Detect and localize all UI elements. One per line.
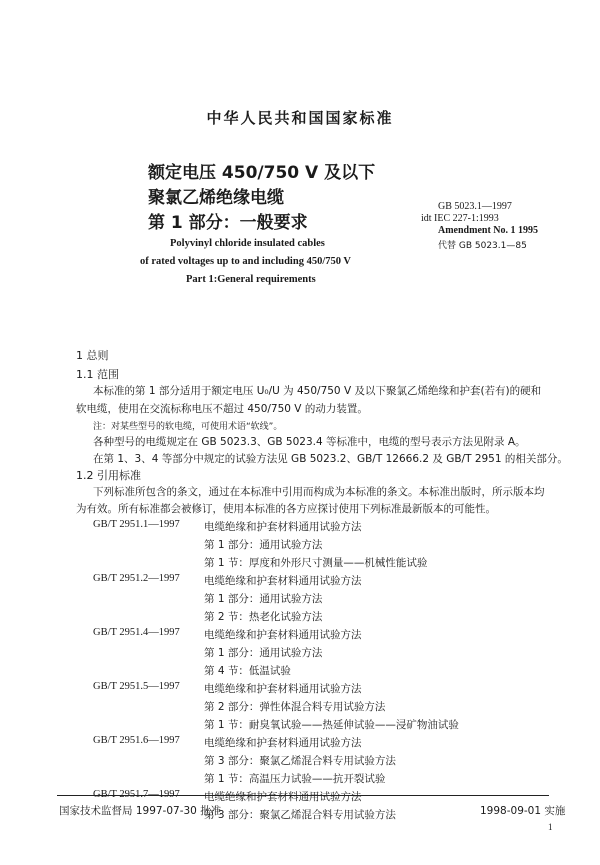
english-title-line-3: Part 1:General requirements [186, 274, 316, 285]
english-title-line-1: Polyvinyl chloride insulated cables [170, 238, 325, 249]
reference-code: GB/T 2951.1—1997 [93, 519, 180, 530]
cable-types-paragraph: 各种型号的电缆规定在 GB 5023.3、GB 5023.4 等标准中，电缆的型号表示方法见附录 A。 [93, 436, 526, 448]
chinese-title-line-1: 额定电压 450/750 V 及以下 [148, 163, 376, 183]
reference-code: GB/T 2951.6—1997 [93, 735, 180, 746]
section-heading-general: 1 总则 [76, 349, 109, 362]
chinese-title-line-3: 第 1 部分：一般要求 [148, 213, 308, 233]
reference-text: 第 1 部分：通用试验方法 [204, 539, 323, 551]
iec-equivalence: idt IEC 227-1:1993 [421, 213, 499, 224]
reference-text: 电缆绝缘和护套材料通用试验方法 [204, 575, 362, 587]
reference-code: GB/T 2951.7—1997 [93, 789, 180, 800]
approval-date: 国家技术监督局 1997-07-30 批准 [59, 805, 222, 817]
reference-text: 电缆绝缘和护套材料通用试验方法 [204, 521, 362, 533]
reference-text: 第 1 节：厚度和外形尺寸测量——机械性能试验 [204, 557, 428, 569]
replaces-standard: 代替 GB 5023.1—85 [438, 241, 527, 251]
test-methods-paragraph: 在第 1、3、4 等部分中规定的试验方法见 GB 5023.2、GB/T 12666.2 及 GB/T 2951 的相关部分。 [93, 453, 568, 465]
chinese-title-line-2: 聚氯乙烯绝缘电缆 [148, 188, 284, 208]
reference-text: 第 1 部分：通用试验方法 [204, 647, 323, 659]
scope-paragraph-line-1: 本标准的第 1 部分适用于额定电压 U₀/U 为 450/750 V 及以下聚氯乙烯绝缘和护套(若有)的硬和 [93, 385, 542, 397]
section-heading-references: 1.2 引用标准 [76, 469, 141, 482]
page-number: 1 [548, 822, 553, 832]
reference-text: 第 3 部分：聚氯乙烯混合料专用试验方法 [204, 755, 396, 767]
reference-text: 第 4 节：低温试验 [204, 665, 291, 677]
footer-divider [57, 795, 549, 796]
scope-note: 注：对某些型号的软电缆，可使用术语“软线”。 [93, 422, 283, 432]
reference-text: 第 2 节：热老化试验方法 [204, 611, 323, 623]
national-standard-heading: 中华人民共和国国家标准 [206, 109, 394, 127]
scope-paragraph-line-2: 软电缆，使用在交流标称电压不超过 450/750 V 的动力装置。 [76, 403, 368, 415]
reference-text: 第 3 部分：聚氯乙烯混合料专用试验方法 [204, 809, 396, 821]
references-intro-line-2: 为有效。所有标准都会被修订，使用本标准的各方应探讨使用下列标准最新版本的可能性。 [76, 503, 496, 515]
reference-text: 电缆绝缘和护套材料通用试验方法 [204, 683, 362, 695]
section-heading-scope: 1.1 范围 [76, 368, 119, 381]
implementation-date: 1998-09-01 实施 [480, 805, 566, 817]
references-intro-line-1: 下列标准所包含的条文，通过在本标准中引用而构成为本标准的条文。本标准出版时，所示版本均 [93, 486, 545, 498]
reference-text: 第 1 节：高温压力试验——抗开裂试验 [204, 773, 386, 785]
reference-code: GB/T 2951.2—1997 [93, 573, 180, 584]
reference-text: 第 2 部分：弹性体混合料专用试验方法 [204, 701, 386, 713]
standard-number: GB 5023.1—1997 [438, 201, 512, 212]
english-title-line-2: of rated voltages up to and including 450/750 V [140, 256, 351, 267]
reference-text: 电缆绝缘和护套材料通用试验方法 [204, 737, 362, 749]
reference-text: 电缆绝缘和护套材料通用试验方法 [204, 791, 362, 803]
amendment-number: Amendment No. 1 1995 [438, 225, 538, 236]
reference-text: 电缆绝缘和护套材料通用试验方法 [204, 629, 362, 641]
reference-code: GB/T 2951.5—1997 [93, 681, 180, 692]
reference-code: GB/T 2951.4—1997 [93, 627, 180, 638]
reference-text: 第 1 部分：通用试验方法 [204, 593, 323, 605]
reference-text: 第 1 节：耐臭氧试验——热延伸试验——浸矿物油试验 [204, 719, 459, 731]
